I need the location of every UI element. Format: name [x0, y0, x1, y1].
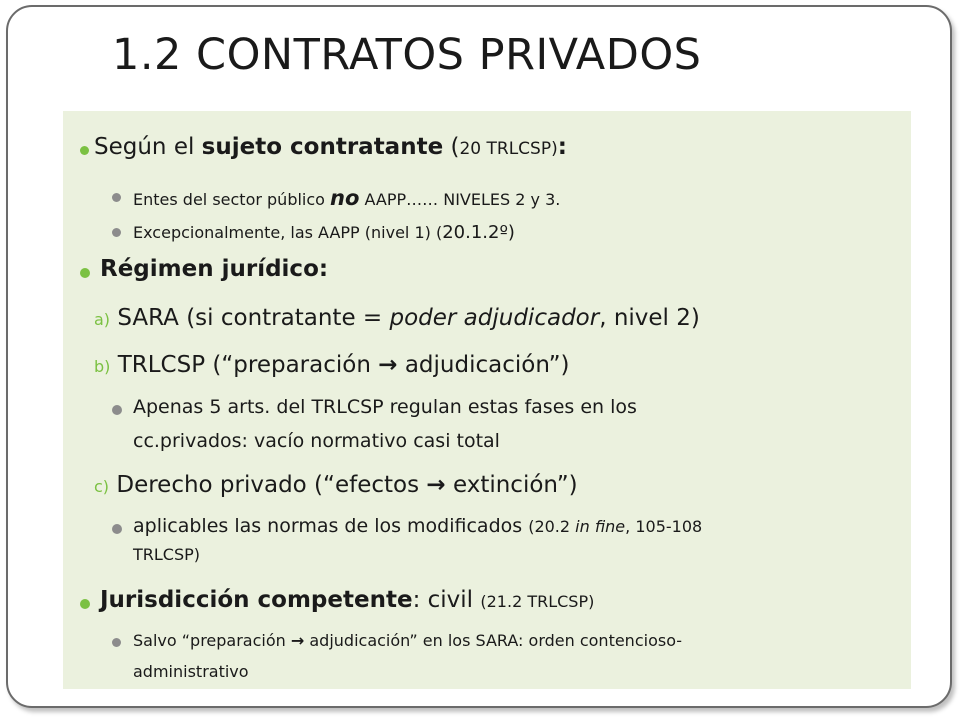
- item-excepcionalmente: [133, 222, 515, 244]
- item-text: :: [557, 134, 567, 160]
- item-italic-text: poder adjudicador: [389, 305, 600, 331]
- arrow-right-icon: →: [290, 631, 305, 650]
- list-letter: c): [94, 477, 110, 496]
- item-text: : civil: [412, 587, 481, 613]
- item-reference: , 105-108: [625, 517, 703, 536]
- slide-title: 1.2 CONTRATOS PRIVADOS: [112, 30, 702, 80]
- item-text: Derecho privado (“efectos: [109, 472, 427, 498]
- item-reference: 20.1.2º): [442, 222, 515, 243]
- item-salvo-preparacion: [133, 631, 682, 650]
- item-text: TRLCSP): [133, 545, 201, 564]
- item-emphasis: no: [330, 186, 360, 210]
- item-bold-text: sujeto contratante: [201, 134, 444, 160]
- item-reference: (21.2 TRLCSP): [480, 592, 595, 611]
- item-regimen-juridico: [100, 256, 328, 284]
- item-c-derecho-privado: [94, 472, 578, 500]
- item-reference: 20 TRLCSP): [459, 139, 558, 159]
- item-text: :: [318, 256, 329, 282]
- item-sujeto-contratante: [94, 134, 567, 162]
- item-text: SARA (si contratante =: [110, 305, 390, 331]
- arrow-right-icon: →: [378, 352, 398, 378]
- item-bold-text: Jurisdicción competente: [100, 587, 413, 613]
- bullet-marker: [112, 193, 121, 202]
- item-apenas-5-arts: [133, 396, 637, 419]
- bullet-marker: [112, 524, 122, 534]
- item-entes-sector-publico: [133, 186, 560, 211]
- item-text: extinción”): [445, 472, 578, 498]
- item-text: Excepcionalmente, las AAPP (nivel 1) (: [133, 223, 443, 242]
- item-a-sara: [94, 305, 700, 333]
- item-aplicables-normas: [133, 515, 702, 538]
- item-text: Entes del sector público: [133, 190, 331, 209]
- item-salvo-preparacion-line2: [133, 662, 249, 681]
- bullet-marker: [80, 146, 89, 155]
- item-text: Salvo “preparación: [133, 631, 291, 650]
- item-text: adjudicación”): [397, 352, 570, 378]
- bullet-marker: [112, 228, 121, 237]
- list-letter: a): [94, 310, 111, 329]
- item-reference-italic: in fine: [575, 517, 626, 536]
- item-text: cc.privados: vacío normativo casi total: [133, 430, 500, 452]
- list-letter: b): [94, 357, 111, 376]
- item-reference: (20.2: [528, 517, 576, 536]
- item-text: Según el: [94, 134, 202, 160]
- item-bold-text: Régimen jurídico: [100, 256, 319, 282]
- item-text: adjudicación” en los SARA: orden contencioso-: [304, 631, 683, 650]
- item-text: AAPP…… NIVELES 2 y 3.: [359, 190, 561, 209]
- item-text: TRLCSP (“preparación: [110, 352, 379, 378]
- bullet-marker: [112, 405, 122, 415]
- item-jurisdiccion-competente: [100, 587, 594, 615]
- item-apenas-5-arts-line2: [133, 430, 500, 453]
- item-text: aplicables las normas de los modificados: [133, 515, 529, 537]
- bullet-marker: [112, 638, 121, 647]
- item-text: Apenas 5 arts. del TRLCSP regulan estas fases en los: [133, 396, 637, 418]
- item-text: , nivel 2): [599, 305, 700, 331]
- bullet-marker: [80, 599, 90, 609]
- item-b-trlcsp: [94, 352, 570, 380]
- item-aplicables-normas-line2: [133, 545, 200, 564]
- arrow-right-icon: →: [426, 472, 446, 498]
- item-text: administrativo: [133, 662, 249, 681]
- item-text: (: [443, 134, 460, 160]
- bullet-marker: [80, 268, 90, 278]
